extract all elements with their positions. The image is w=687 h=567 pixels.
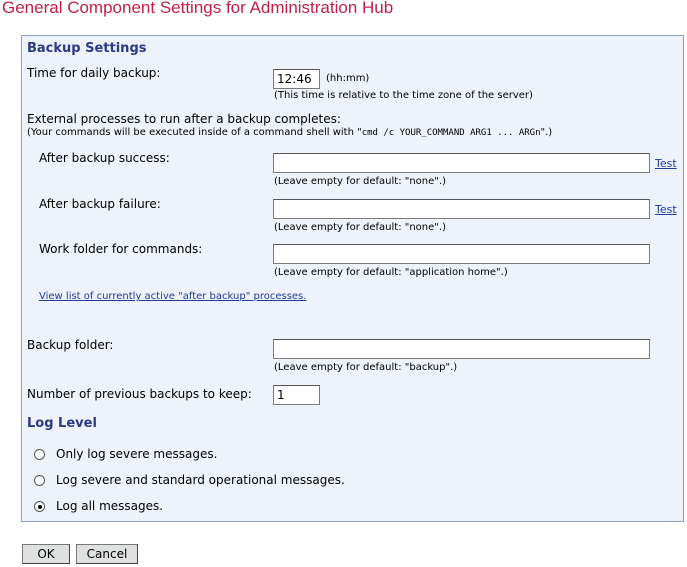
log-option-severe-radio[interactable] (34, 449, 45, 460)
after-success-label: After backup success: (39, 151, 170, 165)
external-note-command: cmd /c YOUR_COMMAND ARG1 ... ARGn (361, 128, 541, 138)
after-success-input[interactable] (273, 153, 650, 173)
time-format-hint: (hh:mm) (326, 73, 370, 84)
external-processes-heading: External processes to run after a backup completes: (27, 112, 341, 126)
log-level-heading: Log Level (27, 416, 97, 431)
after-success-hint: (Leave empty for default: "none".) (274, 176, 446, 187)
log-option-severe-label: Only log severe messages. (56, 447, 218, 461)
backups-to-keep-input[interactable] (273, 385, 320, 405)
after-failure-input[interactable] (273, 199, 650, 219)
external-processes-note (27, 127, 552, 138)
log-option-standard-radio[interactable] (34, 475, 45, 486)
page-title: General Component Settings for Administration Hub (2, 0, 394, 17)
backups-to-keep-label: Number of previous backups to keep: (27, 387, 252, 401)
backup-folder-label: Backup folder: (27, 338, 114, 352)
external-note-prefix: (Your commands will be executed inside of a command shell with " (27, 127, 362, 138)
daily-backup-time-label: Time for daily backup: (27, 66, 161, 80)
test-failure-link[interactable]: Test (655, 203, 677, 216)
daily-backup-time-input[interactable] (273, 69, 320, 89)
backup-folder-input[interactable] (273, 339, 650, 359)
backup-settings-heading: Backup Settings (27, 41, 147, 56)
view-active-processes-link[interactable]: View list of currently active "after backup" processes. (39, 291, 307, 302)
work-folder-label: Work folder for commands: (39, 242, 203, 256)
ok-button[interactable]: OK (22, 544, 70, 564)
test-success-link[interactable]: Test (655, 157, 677, 170)
log-option-all-label: Log all messages. (56, 499, 164, 513)
log-option-standard-label: Log severe and standard operational messages. (56, 473, 345, 487)
work-folder-hint: (Leave empty for default: "application home".) (274, 267, 508, 278)
after-failure-hint: (Leave empty for default: "none".) (274, 222, 446, 233)
backup-folder-hint: (Leave empty for default: "backup".) (274, 362, 458, 373)
work-folder-input[interactable] (273, 244, 650, 264)
log-option-all-radio[interactable] (34, 501, 45, 512)
cancel-button[interactable]: Cancel (76, 544, 138, 564)
external-note-suffix: ".) (540, 127, 553, 138)
after-failure-label: After backup failure: (39, 197, 161, 211)
time-zone-hint: (This time is relative to the time zone of the server) (274, 90, 533, 101)
